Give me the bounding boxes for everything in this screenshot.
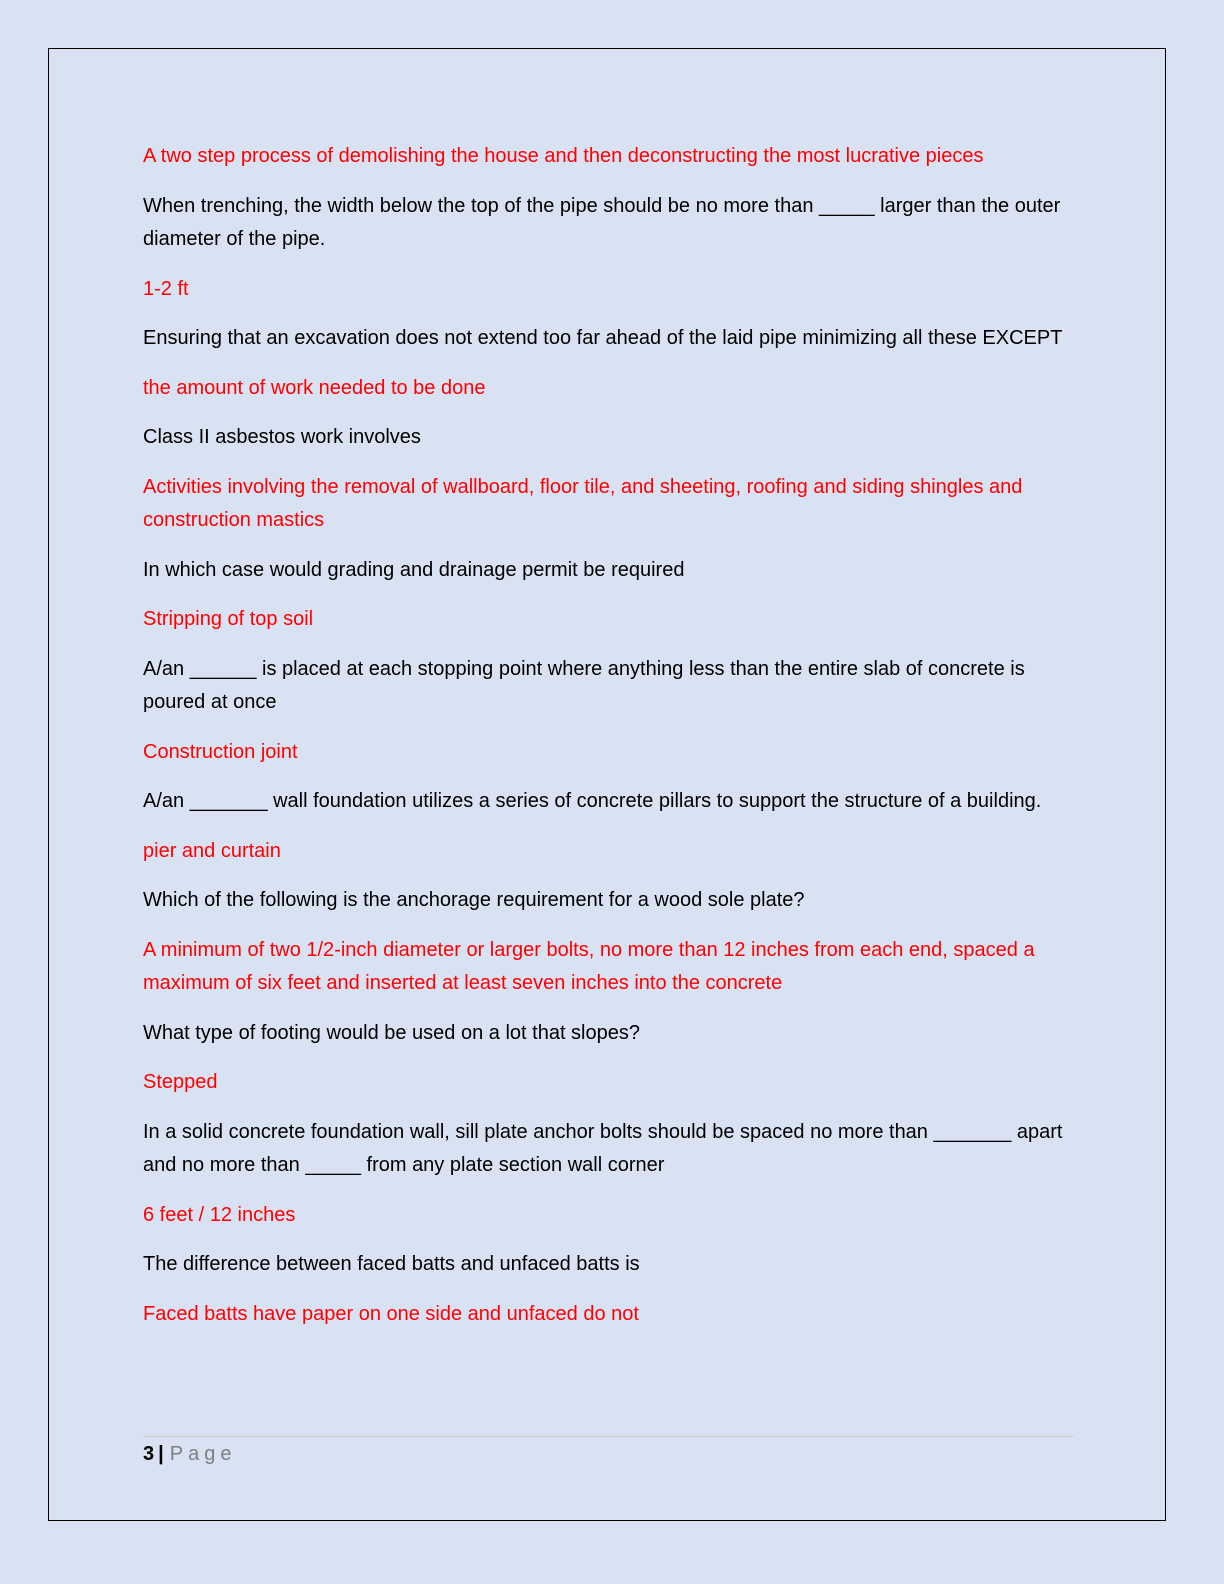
- answer-text: Stripping of top soil: [143, 608, 314, 630]
- answer-text: Construction joint: [143, 740, 298, 763]
- question-text: In which case would grading and drainage permit be required: [143, 558, 685, 581]
- answer-text: 1-2 ft: [143, 277, 189, 300]
- answer-text: Stepped: [143, 1071, 218, 1093]
- question-text: The difference between faced batts and unfaced batts is: [143, 1253, 640, 1275]
- question-text: A/an ______ is placed at each stopping point where anything less than the entire slab of concrete is poured at once: [143, 657, 1025, 713]
- question-text: Which of the following is the anchorage requirement for a wood sole plate?: [143, 889, 805, 911]
- document-body: [143, 140, 1078, 1347]
- footer-separator: |: [158, 1443, 164, 1465]
- question-text: A/an _______ wall foundation utilizes a series of concrete pillars to support the structure of a building.: [143, 790, 1042, 812]
- answer-text: the amount of work needed to be done: [143, 376, 486, 399]
- answer-text: A two step process of demolishing the house and then deconstructing the most lucrative pieces: [143, 145, 984, 167]
- question-text: What type of footing would be used on a lot that slopes?: [143, 1021, 640, 1044]
- footer-divider: [143, 1436, 1074, 1437]
- question-text: Class II asbestos work involves: [143, 426, 421, 448]
- answer-text: A minimum of two 1/2-inch diameter or larger bolts, no more than 12 inches from each end, spaced a maximum of six feet and inserted at least seven inches into the concrete: [143, 938, 1035, 994]
- page-footer: [143, 1440, 236, 1468]
- page-label: Page: [169, 1443, 237, 1465]
- answer-text: Faced batts have paper on one side and unfaced do not: [143, 1302, 639, 1325]
- answer-text: 6 feet / 12 inches: [143, 1203, 296, 1226]
- answer-text: pier and curtain: [143, 839, 281, 862]
- page-number: 3: [143, 1443, 155, 1465]
- question-text: In a solid concrete foundation wall, sill plate anchor bolts should be spaced no more than _______ apart and no more than _____ from any plate section wall corner: [143, 1120, 1063, 1176]
- question-text: Ensuring that an excavation does not extend too far ahead of the laid pipe minimizing all these EXCEPT: [143, 327, 1063, 349]
- question-text: When trenching, the width below the top of the pipe should be no more than _____ larger than the outer diameter of the pipe.: [143, 194, 1061, 250]
- answer-text: Activities involving the removal of wallboard, floor tile, and sheeting, roofing and siding shingles and construction mastics: [143, 475, 1023, 531]
